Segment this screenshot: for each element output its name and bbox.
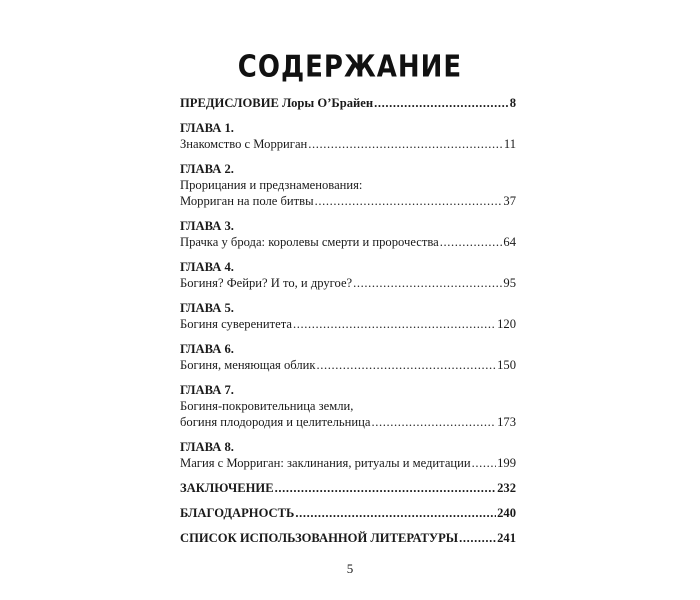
dot-leader bbox=[317, 357, 497, 373]
chapter-heading: ГЛАВА 2. bbox=[180, 162, 234, 176]
toc-entry-page: 150 bbox=[497, 358, 516, 372]
dot-leader bbox=[315, 193, 503, 209]
toc-entry-bibliography[interactable] bbox=[180, 530, 516, 546]
toc-entry-page: 232 bbox=[497, 481, 516, 495]
toc-entry-chapter-1[interactable] bbox=[180, 136, 516, 152]
toc-entry-label: ЗАКЛЮЧЕНИЕ bbox=[180, 481, 274, 495]
table-of-contents bbox=[180, 95, 516, 546]
toc-entry-label: Богиня? Фейри? И то, и другое? bbox=[180, 276, 353, 290]
toc-entry-page: 95 bbox=[503, 276, 516, 290]
page-number: 5 bbox=[346, 561, 354, 576]
dot-leader bbox=[353, 275, 502, 291]
toc-entry-label: БЛАГОДАРНОСТЬ bbox=[180, 506, 295, 520]
chapter-heading: ГЛАВА 7. bbox=[180, 383, 234, 397]
toc-entry-chapter-4[interactable] bbox=[180, 275, 516, 291]
chapter-heading: ГЛАВА 6. bbox=[180, 342, 234, 356]
toc-entry-preface[interactable] bbox=[180, 95, 516, 111]
toc-entry-page: 173 bbox=[497, 415, 516, 429]
toc-entry-label-line: Прорицания и предзнаменования: bbox=[180, 178, 363, 192]
toc-entry-page: 8 bbox=[509, 96, 516, 110]
chapter-heading: ГЛАВА 4. bbox=[180, 260, 234, 274]
page-title: СОДЕРЖАНИЕ bbox=[237, 49, 463, 85]
toc-entry-label: Богиня, меняющая облик bbox=[180, 358, 316, 372]
chapter-heading: ГЛАВА 3. bbox=[180, 219, 234, 233]
dot-leader bbox=[459, 530, 496, 546]
dot-leader bbox=[275, 480, 497, 496]
toc-entry-label: ПРЕДИСЛОВИЕ Лоры О’Брайен bbox=[180, 96, 374, 110]
toc-entry-label: Морриган на поле битвы bbox=[180, 194, 314, 208]
dot-leader bbox=[472, 455, 496, 471]
dot-leader bbox=[374, 95, 509, 111]
toc-entry-label: СПИСОК ИСПОЛЬЗОВАННОЙ ЛИТЕРАТУРЫ bbox=[180, 531, 459, 545]
dot-leader bbox=[440, 234, 503, 250]
dot-leader bbox=[308, 136, 503, 152]
toc-entry-page: 37 bbox=[503, 194, 516, 208]
toc-entry-chapter-8[interactable] bbox=[180, 455, 516, 471]
toc-entry-page: 199 bbox=[497, 456, 516, 470]
toc-entry-label: Магия с Морриган: заклинания, ритуалы и медитации bbox=[180, 456, 471, 470]
toc-entry-label: Знакомство с Морриган bbox=[180, 137, 308, 151]
toc-entry-page: 120 bbox=[497, 317, 516, 331]
toc-entry-label-line: Богиня-покровительница земли, bbox=[180, 399, 354, 413]
toc-entry-page: 11 bbox=[503, 137, 516, 151]
dot-leader bbox=[293, 316, 496, 332]
toc-entry-page: 241 bbox=[497, 531, 516, 545]
toc-entry-acknowledgements[interactable] bbox=[180, 505, 516, 521]
dot-leader bbox=[295, 505, 496, 521]
chapter-heading: ГЛАВА 8. bbox=[180, 440, 234, 454]
toc-entry-label: богиня плодородия и целительница bbox=[180, 415, 371, 429]
toc-entry-chapter-7[interactable] bbox=[180, 414, 516, 430]
toc-entry-conclusion[interactable] bbox=[180, 480, 516, 496]
dot-leader bbox=[371, 414, 496, 430]
toc-entry-label: Богиня суверенитета bbox=[180, 317, 293, 331]
toc-entry-chapter-3[interactable] bbox=[180, 234, 516, 250]
toc-entry-label: Прачка у брода: королевы смерти и пророчества bbox=[180, 235, 439, 249]
chapter-heading: ГЛАВА 1. bbox=[180, 121, 234, 135]
toc-entry-chapter-2[interactable] bbox=[180, 193, 516, 209]
chapter-heading: ГЛАВА 5. bbox=[180, 301, 234, 315]
toc-entry-chapter-5[interactable] bbox=[180, 316, 516, 332]
toc-entry-page: 64 bbox=[503, 235, 516, 249]
toc-entry-page: 240 bbox=[497, 506, 516, 520]
toc-entry-chapter-6[interactable] bbox=[180, 357, 516, 373]
